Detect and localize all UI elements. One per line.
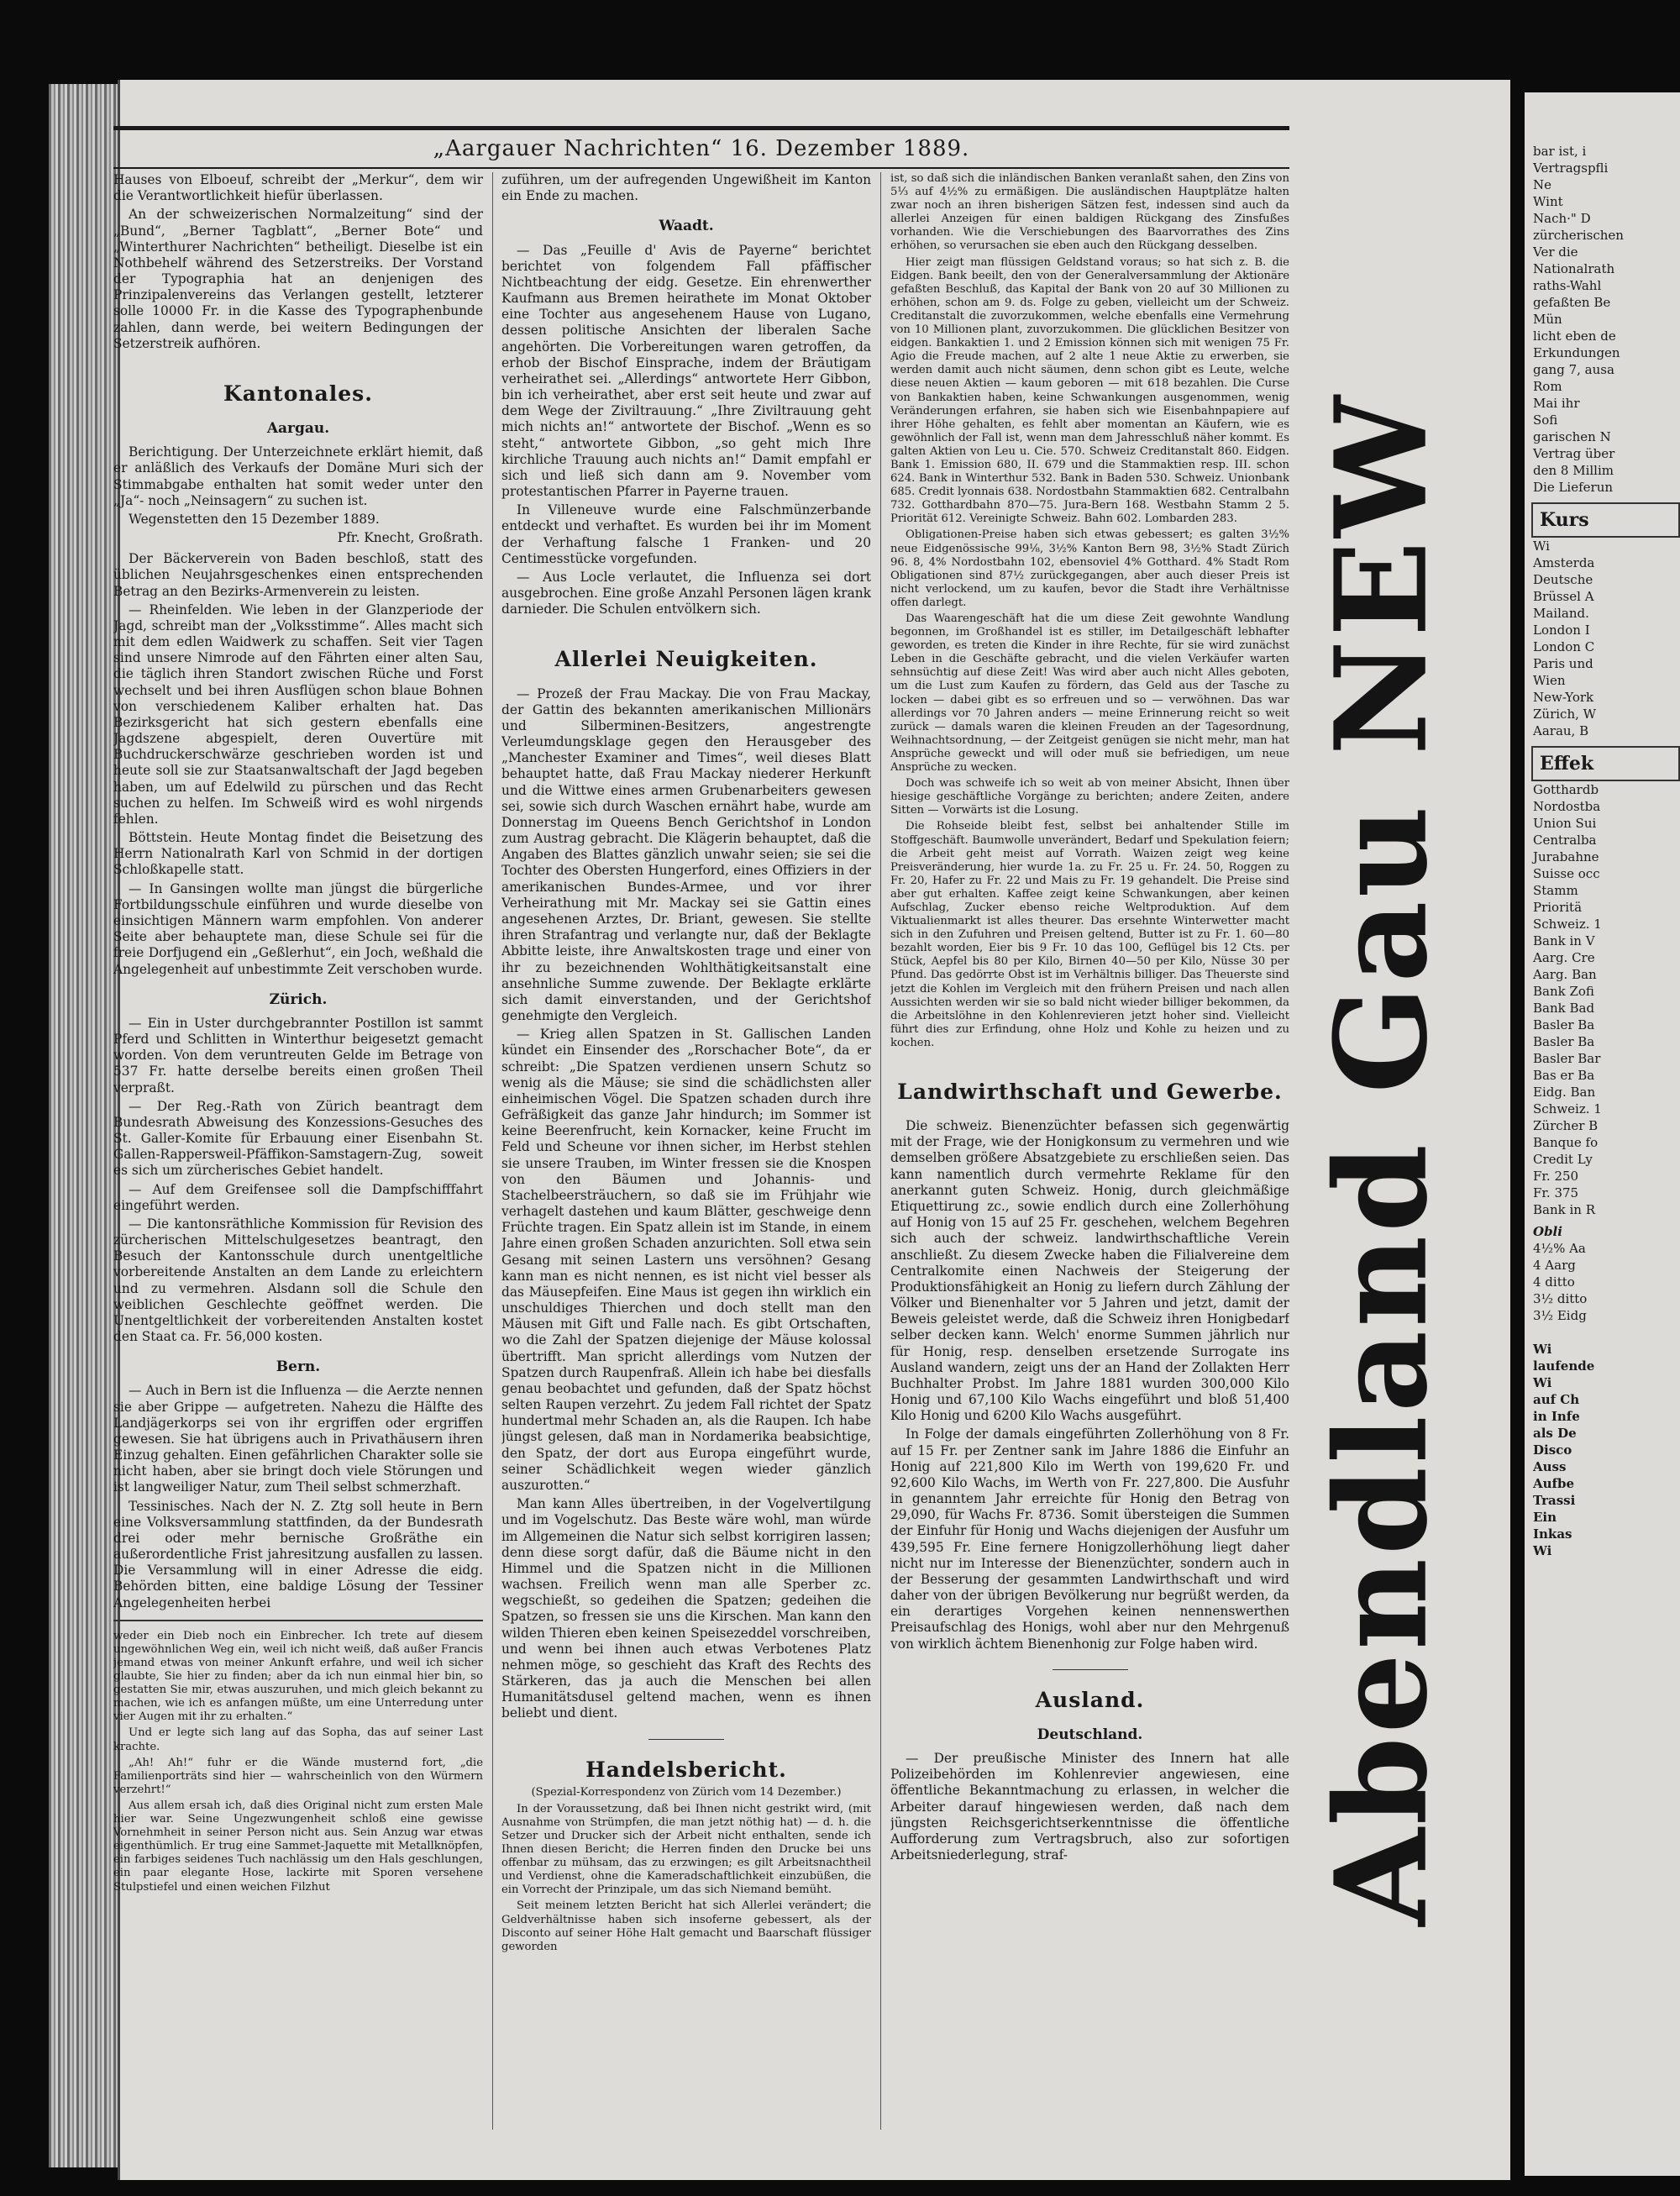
adjacent-page-line: Bank Bad (1533, 1001, 1595, 1016)
adjacent-page-line: gefaßten Be (1533, 295, 1611, 310)
vertical-banner (1308, 319, 1457, 1999)
adjacent-page-line: New-York (1533, 690, 1594, 705)
adjacent-page-line: Sofi (1533, 412, 1558, 428)
adjacent-page-line: Nordostba (1533, 799, 1601, 814)
column-2 (501, 172, 871, 2130)
adjacent-page-line: Banque fo (1533, 1135, 1599, 1150)
adjacent-page-line: Ver die (1533, 244, 1578, 260)
paragraph: Die schweiz. Bienenzüchter befassen sich gegenwärtig mit der Frage, wie der Honigkonsum zu vermehren und wie demselben größere Absatzgebiete zu erschließen seien. Das kann namentlich durch vermehrte Reklame für den anerkannt guten Schweiz. Honig, durch gleichmäßige Etiquettirung zc., sowie endlich durch eine Zollerhöhung auf Honig von 15 auf 25 Fr. geschehen, welchem Begehren sich auch der schweiz. landwirthschaftliche Verein anschließt. Zu diesem Zwecke haben die Filialvereine dem Centralkomite einen Nachweis der Steigerung der Produktionsfähigkeit an Honig zu liefern durch Zählung der Völker und Bienenhalter vor 5 Jahren und jetzt, damit der Beweis geleistet werde, daß die Schweiz ihren Honigbedarf selber decken kann. Welch' enorme Summen jährlich nur für Honig, resp. denselben ersetzende Surrogate ins Ausland wandern, zeigt uns der an Hand der Zollakten Herr Buchhalter Probst. Im Jahre 1881 wurden 300,000 Kilo Honig und 67,100 Kilo Wachs eingeführt und bloß 51,400 Kilo Honig und 6200 Kilo Wachs ausgeführt. (890, 1118, 1289, 1424)
adjacent-page-line: Wi (1533, 1375, 1552, 1390)
adjacent-page-line: Fr. 250 (1533, 1169, 1579, 1184)
kurs-table-title: Kurs (1531, 502, 1680, 538)
paragraph: In Folge der damals eingeführten Zollerhöhung von 8 Fr. auf 15 Fr. per Zentner sank im Jahre 1886 die Einfuhr an Honig auf 221,800 Kilo im Werth von 199,620 Fr. und 92,600 Kilo Wachs, im Werth von Fr. 227,800. Die Ausfuhr in genanntem Jahr erreichte für Honig den Betrag von 29,090, für Wachs Fr. 8736. Somit übersteigen die Summen der Einfuhr für Honig und Wachs diejenigen der Ausfuhr um 439,595 Fr. Eine fernere Honigzollerhöhung liegt daher nicht nur im Interesse der Bienenzüchter, sondern auch in der Besserung der gesammten Landwirthschaft und wird daher von der übrigen Bevölkerung nur begrüßt werden, da ein derartiges Vorgehen keinen nennenswerthen Preisaufschlag des Honigs, wohl aber nur den Mehrgenuß von wirklich ächtem Bienenhonig zur Folge haben wird. (890, 1426, 1289, 1652)
adjacent-page-top-text (1525, 143, 1680, 496)
adjacent-page-line: Basler Ba (1533, 1034, 1595, 1049)
adjacent-page-line: Die Lieferun (1533, 480, 1614, 495)
adjacent-page-line: licht eben de (1533, 328, 1616, 344)
adjacent-page (1525, 92, 1680, 2176)
handelsbericht-continued (890, 172, 1289, 1050)
vertical-banner-text: Abendland Gau NEW (1308, 392, 1457, 1926)
subheading-zuerich: Zürich. (269, 990, 328, 1008)
paragraph: — Rheinfelden. Wie leben in der Glanzperiode der Jagd, schreibt man der „Volksstimme“. Alles macht sich mit dem edlen Waidwerk zu schaffen. Seit vier Tagen sind unsere Nimrode auf den Fährten einer alten Sau, die täglich ihren Standort zwischen Rüche und Forst wechselt und bei ihren Ausflügen schon blaue Bohnen von verschiedenem Kaliber erhalten hat. Das Bezirksgericht hat sich gestern ebenfalls eine Jagdszene abgespielt, deren Ouvertüre mit Buchdruckerschwärze geschrieben worden ist und heute soll sie zur Staatsanwaltschaft der Jagd begeben haben, um auf Edelwild zu pürschen und das Recht suchen zu helfen. Im Schweiß wird es wohl nirgends fehlen. (113, 602, 483, 827)
adjacent-page-line: Paris und (1533, 656, 1593, 671)
adjacent-page-line: London C (1533, 639, 1595, 654)
adjacent-page-line: als De (1533, 1426, 1577, 1441)
effekten-table (1525, 781, 1680, 1218)
subheading-deutschland: Deutschland. (1037, 1726, 1143, 1743)
feuilleton-paragraph: „Ah! Ah!“ fuhr er die Wände musternd fort, „die Familienporträts sind hier — wahrscheinlich von den Würmern verzehrt!“ (113, 1756, 483, 1796)
paragraph: Das Waarengeschäft hat die um diese Zeit gewohnte Wandlung begonnen, im Großhandel ist es stiller, im Detailgeschäft lebhafter geworden, es treten die Kinder in ihre Rechte, für sie wird zunächst Leben in die Geschäfte gebracht, und die vielen Verkäufer warten sehnsüchtig auf diese Zeit! Was wird aber auch nicht Alles geboten, um die Lust zum Kaufen zu fördern, das Geld aus der Tasche zu locken — dabei gibt es so erfreuen und so — verwöhnen. Das war allerdings vor 70 Jahren anders — meine Erinnerung reicht so weit zurück — damals waren die kleinen Freuden an der Tagesordnung, Weihnachtsordnung, — der Zeitgeist genügen sie nicht mehr, man hat Ansprüche geweckt und will oder muß sie befriedigen, um neue Ansprüche zu wecken. (890, 612, 1289, 775)
paragraph: Hauses von Elboeuf, schreibt der „Merkur“, dem wir die Verantwortlichkeit hiefür überlassen. (113, 172, 483, 204)
adjacent-page-line: Auss (1533, 1459, 1567, 1474)
adjacent-page-line: Wi (1533, 538, 1550, 554)
adjacent-page-line: 3½ Eidg (1533, 1308, 1587, 1323)
feuilleton (113, 1630, 483, 1894)
paragraph: — Ein in Uster durchgebrannter Postillon ist sammt Pferd und Schlitten in Winterthur beigesetzt gemacht worden. Von dem veruntreuten Gelde im Betrage von 537 Fr. hatte derselbe bereits einen großen Theil verpraßt. (113, 1015, 483, 1095)
section-heading-landwirthschaft: Landwirthschaft und Gewerbe. (897, 1080, 1283, 1104)
adjacent-page-line: raths-Wahl (1533, 278, 1602, 293)
subheading-waadt: Waadt. (659, 218, 714, 235)
adjacent-page-line: Bank Zofi (1533, 984, 1594, 999)
adjacent-page-line: 4 Aarg (1533, 1258, 1576, 1273)
paragraph: An der schweizerischen Normalzeitung“ sind der „Bund“, „Berner Tagblatt“, „Berner Bote“ und „Winterthurer Nachrichten“ betheiligt. Dieselbe ist ein Nothbehelf während des Setzerstreiks. Der Vorstand der Typographia hat an denjenigen des Prinzipalenvereins das Verlangen gestellt, letzterer solle 10000 Fr. in die Kasse des Typographenbunde zahlen, dann werde, bei weitern Bedingungen der Setzerstreik aufhören. (113, 207, 483, 351)
paragraph: In Villeneuve wurde eine Falschmünzerbande entdeckt und verhaftet. Es wurden bei ihr im Moment der Verhaftung falsche 1 Franken- und 20 Centimesstücke vorgefunden. (501, 502, 871, 566)
signature: Pfr. Knecht, Großrath. (337, 530, 483, 546)
adjacent-page-line: Bas er Ba (1533, 1068, 1595, 1083)
paragraph: Doch was schweife ich so weit ab von meiner Absicht, Ihnen über hiesige geschäftliche Vorgänge zu berichten; andere Zeiten, andere Sitten — Vorwärts ist die Losung. (890, 777, 1289, 817)
adjacent-page-line: Ein (1533, 1510, 1557, 1525)
adjacent-page-line: Suisse occ (1533, 866, 1600, 881)
feuilleton-paragraph: weder ein Dieb noch ein Einbrecher. Ich trete auf diesem ungewöhnlichen Weg ein, weil ich nicht weiß, daß außer Francis jemand etwas von meiner Ankunft erfahre, und weil ich sicher glaubte, Sie hier zu finden; aber da ich nun einmal hier bin, so gestatten Sie mir, etwas auszuruhen, und mich gleich bekannt zu machen, wie ich es anfangen müßte, um eine Unterredung unter vier Augen mit ihr zu erhalten.“ (113, 1629, 483, 1724)
adjacent-page-line: Eidg. Ban (1533, 1085, 1596, 1100)
adjacent-page-line: Wint (1533, 194, 1563, 209)
adjacent-page-line: Mün (1533, 312, 1562, 327)
feuilleton-paragraph: Und er legte sich lang auf das Sopha, das auf seiner Last krachte. (113, 1726, 483, 1753)
paragraph: — Krieg allen Spatzen in St. Gallischen Landen kündet ein Einsender des „Rorschacher Bote“, da er schreibt: „Die Spatzen verdienen unsern Schutz so wenig als die Mäuse; sie sind die schädlichsten aller einheimischen Vögel. Die Spatzen schaden durch ihre Gefräßigkeit das ganze Jahr hindurch; im Sommer ist keine Beerenfrucht, kein Kornacker, keine Frucht im Feld und Scheune vor ihnen sicher, im Herbst stehlen sie unsere Trauben, im Winter fressen sie die Knospen von den Bäumen und Johannis- und Stachelbeersträuchern, so daß sie im Frühjahr wie verhagelt dastehen und kaum Blätter, geschweige denn Früchte tragen. Ein Spatz allein ist im Stande, in einem Jahre einen großen Schaden anzurichten. Soll etwa sein Gesang mit seinen Lastern uns versöhnen? Gesang kann man es nicht nennen, es ist nicht viel besser als das Mäusepfeifen. Eine Maus ist gegen ihn wirklich ein unschuldiges Thierchen und doch stellt man den Mäusen mit Gift und Falle nach. Es gibt Ortschaften, wo die Zahl der Spatzen diejenige der Mäuse kolossal übertrifft. Man spricht allerdings vom Nutzen der Spatzen durch Raupenfraß. Allein ich habe bei diesfalls genau beobachtet und gefunden, daß der Spatz höchst selten Raupen verzehrt. Zu jedem Fall richtet der Spatz hundertmal mehr Schaden an, als die Raupen. Ich habe jüngst gelesen, daß man in Nordamerika beabsichtige, den Spatz, der dort aus Europa eingeführt wurde, seiner Schädlichkeit wegen wieder gänzlich auszurotten.“ (501, 1027, 871, 1493)
adjacent-page-line: Rom (1533, 379, 1562, 394)
column-rule (880, 172, 881, 2130)
adjacent-page-line: Brüssel A (1533, 589, 1594, 604)
adjacent-page-line: Basler Ba (1533, 1017, 1595, 1032)
adjacent-page-line: 4½% Aa (1533, 1241, 1586, 1256)
adjacent-page-line: Fr. 375 (1533, 1185, 1579, 1200)
paragraph: ist, so daß sich die inländischen Banken veranlaßt sahen, den Zins von 5⅓ auf 4½% zu ermäßigen. Die ausländischen Hauptplätze halten zwar noch an ihren bisherigen Sätzen fest, indessen sind auch da allerlei Anzeigen für einen baldigen Rückgang des Zinsfußes vorhanden. Wie die Verschiebungen des Baarvorrathes des Zins erhöhen, so verursachen sie eben auch den Rückgang desselben. (890, 172, 1289, 253)
adjacent-page-line: London I (1533, 623, 1590, 638)
section-heading-handelsbericht: Handelsbericht. (585, 1757, 787, 1782)
adjacent-page-line: Gotthardb (1533, 782, 1599, 797)
adjacent-page-line: Wi (1533, 1342, 1552, 1357)
adjacent-page-line: Wi (1533, 1543, 1552, 1558)
adjacent-page-line: Nach·" D (1533, 211, 1591, 226)
paragraph: — Auf dem Greifensee soll die Dampfschifffahrt eingeführt werden. (113, 1181, 483, 1213)
adjacent-page-line: Schweiz. 1 (1533, 1101, 1602, 1116)
paragraph: — Aus Locle verlautet, die Influenza sei dort ausgebrochen. Eine große Anzahl Personen lägen krank darnieder. Die Schulen entvölkern sich. (501, 569, 871, 617)
correspondence-note: (Spezial-Korrespondenz von Zürich vom 14 Dezember.) (531, 1785, 842, 1799)
paragraph: — Das „Feuille d' Avis de Payerne“ berichtet berichtet von folgendem Fall pfäffischer Nichtbeachtung der eidg. Gesetze. Ein ehrenwerther Kaufmann aus Bremen heirathete im Monat Oktober eine Tochter aus angesehenem Hause von Lugano, dessen politische Ansichten der liberalen Sache angehörten. Die Vorbereitungen waren getroffen, da erhob der Bischof Einsprache, indem der Bräutigam verheirathet sei. „Allerdings“ antwortete Herr Gibbon, bin ich verheirathet, aber erst seit heute und zwar auf dem Wege der Ziviltrauung.“ „Ihre Ziviltrauung geht mich nichts an!“ antwortete der Bischof. „Wenn es so steht,“ antwortete Gibbon, „so geht mich Ihre kirchliche Trauung auch nichts an!“ Damit empfahl er sich und ließ sich dann am 9. November vom protestantischen Pfarrer in Payerne trauen. (501, 242, 871, 500)
paragraph: Der Bäckerverein von Baden beschloß, statt des üblichen Neujahrsgeschenkes einen entsprechenden Betrag an den Bezirks-Armenverein zu leisten. (113, 551, 483, 599)
divider (648, 1739, 724, 1740)
paragraph: — Der Reg.-Rath von Zürich beantragt dem Bundesrath Abweisung des Konzessions-Gesuches des St. Galler-Komite für Erbauung einer Eisenbahn St. Gallen-Rappersweil-Pfäffikon-Samstagern-Zug, soweit es sich um zürcherisches Gebiet handelt. (113, 1098, 483, 1179)
page-header (113, 126, 1289, 169)
divider (1053, 1669, 1128, 1670)
column-rule (492, 172, 493, 2130)
adjacent-page-bottom-text (1525, 1341, 1680, 1559)
adjacent-page-line: in Infe (1533, 1409, 1580, 1424)
adjacent-page-line: Prioritä (1533, 900, 1583, 915)
subheading-bern: Bern. (276, 1358, 321, 1376)
adjacent-page-line: Aarg. Cre (1533, 950, 1595, 965)
adjacent-page-line: Bank in V (1533, 933, 1595, 948)
paragraph: Wegenstetten den 15 Dezember 1889. (129, 511, 380, 527)
section-heading-kantonales: Kantonales. (223, 381, 373, 406)
adjacent-page-line: garischen N (1533, 429, 1611, 444)
header-title: „Aargauer Nachrichten“ 16. Dezember 1889. (433, 136, 970, 161)
paragraph: Seit meinem letzten Bericht hat sich Allerlei verändert; die Geldverhältnisse haben sich insoferne gebessert, als der Disconto auf seiner Höhe Halt gemacht und Baarschaft flüssiger geworden (501, 1899, 871, 1953)
adjacent-page-line: Amsterda (1533, 555, 1595, 570)
paragraph: Man kann Alles übertreiben, in der Vogelvertilgung und im Vogelschutz. Das Beste wäre wohl, man würde im Allgemeinen die Natur sich selbst korrigiren lassen; denn diese sorgt dafür, daß die Bäume nicht in den Himmel und die Spatzen nicht in die Millionen wachsen. Freilich wenn man alle Sperber zc. wegschießt, so gedeihen die Spatzen; gedeihen die Spatzen, so fressen sie uns die Kirschen. Man kann den wilden Thieren eben keinen Speisezeddel vorschreiben, und wenn bei ihnen auch etwas Verbotenes Platz nehmen möge, so geschieht das Kraft des Rechts des Stärkeren, das ja auch die Menschen bei allen Humanitätsdusel geltend machen, wenn es ihnen beliebt und dient. (501, 1496, 871, 1721)
paragraph: Obligationen-Preise haben sich etwas gebessert; es galten 3½% neue Eidgenössische 99⅛, 3½% Kanton Bern 98, 3½% Stadt Zürich 96. 8, 4% Nordostbahn 102, ebensoviel 4% Gotthard. 4% Stadt Rom Obligationen sind 87½ zurückgegangen, aber auch dieser Preis ist nicht verlockend, um zu kaufen, bevor die Stadt ihre Verhältnisse offen darlegt. (890, 528, 1289, 609)
adjacent-page-line: Wien (1533, 673, 1566, 688)
subheading-aargau: Aargau. (266, 420, 330, 438)
paragraph: zuführen, um der aufregenden Ungewißheit im Kanton ein Ende zu machen. (501, 172, 871, 204)
feuilleton-paragraph: Aus allem ersah ich, daß dies Original nicht zum ersten Male hier war. Seine Ungezwungenheit schloß eine gewisse Vornehmheit in seiner Person nicht aus. Sein Anzug war etwas eigenthümlich. Er trug eine Sammet-Jaquette mit Metallknöpfen, ein farbiges seidenes Tuch nachlässig um den Hals geschlungen, ein paar elegante Hose, lackirte mit Sporen versehene Stulpstiefel und einen weichen Filzhut (113, 1799, 483, 1894)
adjacent-page-line: Erkundungen (1533, 345, 1620, 360)
adjacent-page-line: 4 ditto (1533, 1274, 1575, 1290)
adjacent-page-line: Zürich, W (1533, 707, 1597, 722)
adjacent-page-line: gang 7, ausa (1533, 362, 1614, 377)
adjacent-page-line: Ne (1533, 177, 1552, 192)
paragraph: Die Rohseide bleibt fest, selbst bei anhaltender Stille im Stoffgeschäft. Baumwolle unverändert, Bedarf und Spekulation feiern; die Arbeit geht meist auf Vorrath. Waizen zeigt weg keine Preisveränderung, hier wurde 1a. zu Fr. 25 u. Fr. 24. 50, Roggen zu Fr. 20, Hafer zu Fr. 22 und Mais zu Fr. 19 gehandelt. Die Preise sind aber gut erhalten. Kaffee zeigt keine Schwankungen, aber keinen Aufschlag, Zucker ebenso reiche Weltproduktion. Auf dem Viktualienmarkt ist alles theurer. Das ersehnte Winterwetter macht sich in den Zufuhren und Preisen geltend, Butter ist zu Fr. 1. 60—80 bezahlt worden, Eier bis 9 Fr. 10 das 100, Geflügel bis 12 Cts. per Stück, Aepfel bis 80 per Kilo, Birnen 40—50 per Kilo, Nüsse 30 per Pfund. Das gedörrte Obst ist im Verhältnis billiger. Das Theuerste sind jetzt die Kohlen im Vergleich mit den frühern Preisen und nach allen Aussichten werden wir sie so bald nicht wieder billiger bekommen, da die Arbeitslöhne in den Kohlenrevieren jetzt hoher sind. Vielleicht führt dies zur Erfindung, ohne Holz und Kohle zu heizen und zu kochen. (890, 820, 1289, 1049)
adjacent-page-line: Vertragspfli (1533, 160, 1609, 176)
adjacent-page-line: auf Ch (1533, 1392, 1580, 1407)
adjacent-page-line: Stamm (1533, 883, 1578, 898)
adjacent-page-line: Schweiz. 1 (1533, 917, 1602, 932)
adjacent-page-line: Centralba (1533, 833, 1597, 848)
kurs-table (1525, 538, 1680, 739)
obligationen-table (1525, 1240, 1680, 1324)
adjacent-page-line: Basler Bar (1533, 1051, 1601, 1066)
effekten-table-title: Effek (1531, 746, 1680, 781)
paragraph: Tessinisches. Nach der N. Z. Ztg soll heute in Bern eine Volksversammlung stattfinden, da der Bundesrath drei oder mehr bernische Großräthe ein außerordentliche Frist jahresitzung ausfallen zu lassen. Die Versammlung will in einer Adresse die eidg. Behörden bitten, eine baldige Lösung der Tessiner Angelegenheiten herbei (113, 1498, 483, 1610)
handelsbericht-body (501, 1803, 871, 1954)
paragraph: Böttstein. Heute Montag findet die Beisetzung des Herrn Nationalrath Karl von Schmid in der dortigen Schloßkapelle statt. (113, 830, 483, 878)
section-heading-allerlei: Allerlei Neuigkeiten. (554, 647, 818, 672)
adjacent-page-line: Union Sui (1533, 816, 1597, 831)
paragraph: — In Gansingen wollte man jüngst die bürgerliche Fortbildungsschule einführen und wurde dieselbe von einsichtigen Männern warm empfohlen. Von anderer Seite aber behauptete man, diese Schule sei für die freie Dorfjugend ein „Geßlerhut“, ein Joch, weßhald die Angelegenheit auf unbestimmte Zeit verschoben wurde. (113, 880, 483, 977)
adjacent-page-line: Aarau, B (1533, 723, 1589, 738)
adjacent-page-line: laufende (1533, 1358, 1595, 1374)
paragraph: Hier zeigt man flüssigen Geldstand voraus; so hat sich z. B. die Eidgen. Bank beeilt, den von der Generalversammlung der Aktionäre gefaßten Beschluß, das Kapital der Bank von 20 auf 30 Millionen zu erhöhen, schon am 9. ds. Folge zu geben, vielleicht um der Schweiz. Creditanstalt die zuvorzukommen, welche ebenfalls eine Vermehrung von 10 Millionen plant, zuvorzukommen. Die glücklichen Besitzer von eidgen. Bankaktien 1. und 2 Emission können sich mit wenigen 75 Fr. Agio die Freude machen, auf 2 alte 1 neue Aktie zu erwerben, sie werden damit auch nicht säumen, denn schon gibt es Leute, welche diese neuen Aktien — kaum geboren — mit 618 bezahlen. Die Curse von Bankaktien haben, keine Schwankungen ausgenommen, wenig Veränderungen erfahren, sie haben sich wie Eisenbahnpapiere auf ihrer Höhe gehalten, es fehlt aber momentan an Käufern, wie es gewöhnlich der Fall ist, wenn man dem Jahresschluß näher kommt. Es galten Aktien von Leu u. Cie. 570. Schweiz Creditanstalt 860. Eidgen. Bank 1. Emission 680, II. 679 und die Stammaktien resp. III. schon 624. Bank in Winterthur 532. Bank in Baden 530. Schweiz. Unionbank 685. Credit lyonnais 638. Nordostbahn Stammaktien 682. Centralbahn 732. Gotthardbahn 870—75. Jura-Bern 168. Westbahn Stamm 2 5. Priorität 612. Vereinigte Schweiz. Bahn 602. Lombarden 283. (890, 255, 1289, 526)
paragraph: In der Voraussetzung, daß bei Ihnen nicht gestrikt wird, (mit Ausnahme von Strümpfen, die man jetzt nöthig hat) — d. h. die Setzer und Drucker sich der Arbeit nicht enthalten, sende ich Ihnen diesen Bericht; die Herren finden den Drucke bei uns offenbar zu mühsam, das zu erzwingen; es gilt Arbeitsnachtheil und Verdienst, ohne die Kameradschaftlichkeit einzubüßen, die ein Vorrecht der Prinzipale, um das sich Niemand bemüht. (501, 1802, 871, 1897)
adjacent-page-line: Credit Ly (1533, 1152, 1593, 1167)
paragraph: — Der preußische Minister des Innern hat alle Polizeibehörden im Kohlenrevier angewiesen, eine öffentliche Bekanntmachung zu erlassen, in welcher die Arbeiter darauf hingewiesen werden, daß nach dem jüngsten Reichsgerichtserkenntnisse die öffentliche Aufforderung zum Vertragsbruch, also zur sofortigen Arbeitsniederlegung, straf- (890, 1751, 1289, 1863)
adjacent-page-line: Jurabahne (1533, 849, 1599, 864)
adjacent-page-line: Zürcher B (1533, 1118, 1599, 1133)
section-heading-ausland: Ausland. (1035, 1687, 1145, 1712)
adjacent-page-line: Vertrag über (1533, 446, 1615, 461)
paragraph: — Die kantonsräthliche Kommission für Revision des zürcherischen Mittelschulgesetzes beantragt, den Besuch der Kantonsschule durch unentgeltliche vorbereitende Anstalten an dem Lande zu erleichtern und zu vermehren. Alsdann soll die Schule den weiblichen Geschlechte geöffnet werden. Die Unentgeltlichkeit der vorbereitenden Anstalten kostet den Staat ca. Fr. 56,000 kosten. (113, 1216, 483, 1345)
paragraph: Berichtigung. Der Unterzeichnete erklärt hiemit, daß er anläßlich des Verkaufs der Domäne Muri sich der Stimmabgabe enthalten hat somit weder unter den „Ja“- noch „Neinsagern“ zu suchen ist. (113, 444, 483, 508)
adjacent-page-line: bar ist, i (1533, 144, 1587, 159)
adjacent-page-line: Aufbe (1533, 1476, 1575, 1491)
adjacent-page-line: Nationalrath (1533, 261, 1615, 276)
paragraph: — Auch in Bern ist die Influenza — die Aerzte nennen sie aber Grippe — aufgetreten. Nahezu die Hälfte des Landjägerkorps sei von ihr ergriffen oder ergriffen gewesen. Sie hat übrigens auch in Privathäusern ihren Einzug gehalten. Einen gefährlichen Charakter solle sie nicht haben, aber sie bringt doch viele Störungen und ist langweiliger Natur, zum Theil selbst schmerzhaft. (113, 1383, 483, 1495)
adjacent-page-line: Deutsche (1533, 572, 1593, 587)
adjacent-page-line: Trassi (1533, 1493, 1576, 1508)
adjacent-page-line: Disco (1533, 1442, 1572, 1458)
column-1 (113, 172, 483, 2130)
obligationen-title: Obli (1533, 1224, 1562, 1239)
adjacent-page-line: den 8 Millim (1533, 463, 1614, 478)
adjacent-page-line: Inkas (1533, 1526, 1572, 1542)
paragraph: — Prozeß der Frau Mackay. Die von Frau Mackay, der Gattin des bekannten amerikanischen Millionärs und Silberminen-Besitzers, angestrengte Verleumdungsklage gegen den Herausgeber des „Manchester Examiner and Times“, weil dieses Blatt behauptet hatte, daß Frau Mackay niederer Herkunft und die Wittwe eines armen Grubenarbeiters gewesen sei, sowie sich durch Waschen ernährt habe, wurde am Donnerstag im Queens Bench Gerichtshof in London zum Austrag gebracht. Die Klägerin behauptet, daß die Angaben des Blattes gänzlich unwahr seien; sie sei die Tochter des Obersten Hungerford, eines Offiziers in der amerikanischen Bundes-Armee, und vor ihrer Verheirathung mit Mr. Mackay sei sie Gattin eines angesehenen Arztes, Dr. Briant, gewesen. Sie stellte ihren Strafantrag und verlangte nur, daß der Beklagte Abbitte leiste, ihre Anwaltskosten trage und einer von ihr zu bezeichnenden Wohlthätigkeitsanstalt eine ansehnliche Summe zuwende. Der Beklagte erklärte sich damit einverstanden, und der Gerichtshof genehmigte den Vergleich. (501, 686, 871, 1024)
adjacent-page-line: Mai ihr (1533, 396, 1580, 411)
adjacent-page-line: Mailand. (1533, 606, 1589, 621)
adjacent-page-line: Aarg. Ban (1533, 967, 1597, 982)
adjacent-page-line: 3½ ditto (1533, 1291, 1588, 1306)
column-3 (890, 172, 1289, 2130)
adjacent-page-line: zürcherischen (1533, 228, 1624, 243)
adjacent-page-line: Bank in R (1533, 1202, 1596, 1217)
feuilleton-rule (113, 1620, 483, 1621)
